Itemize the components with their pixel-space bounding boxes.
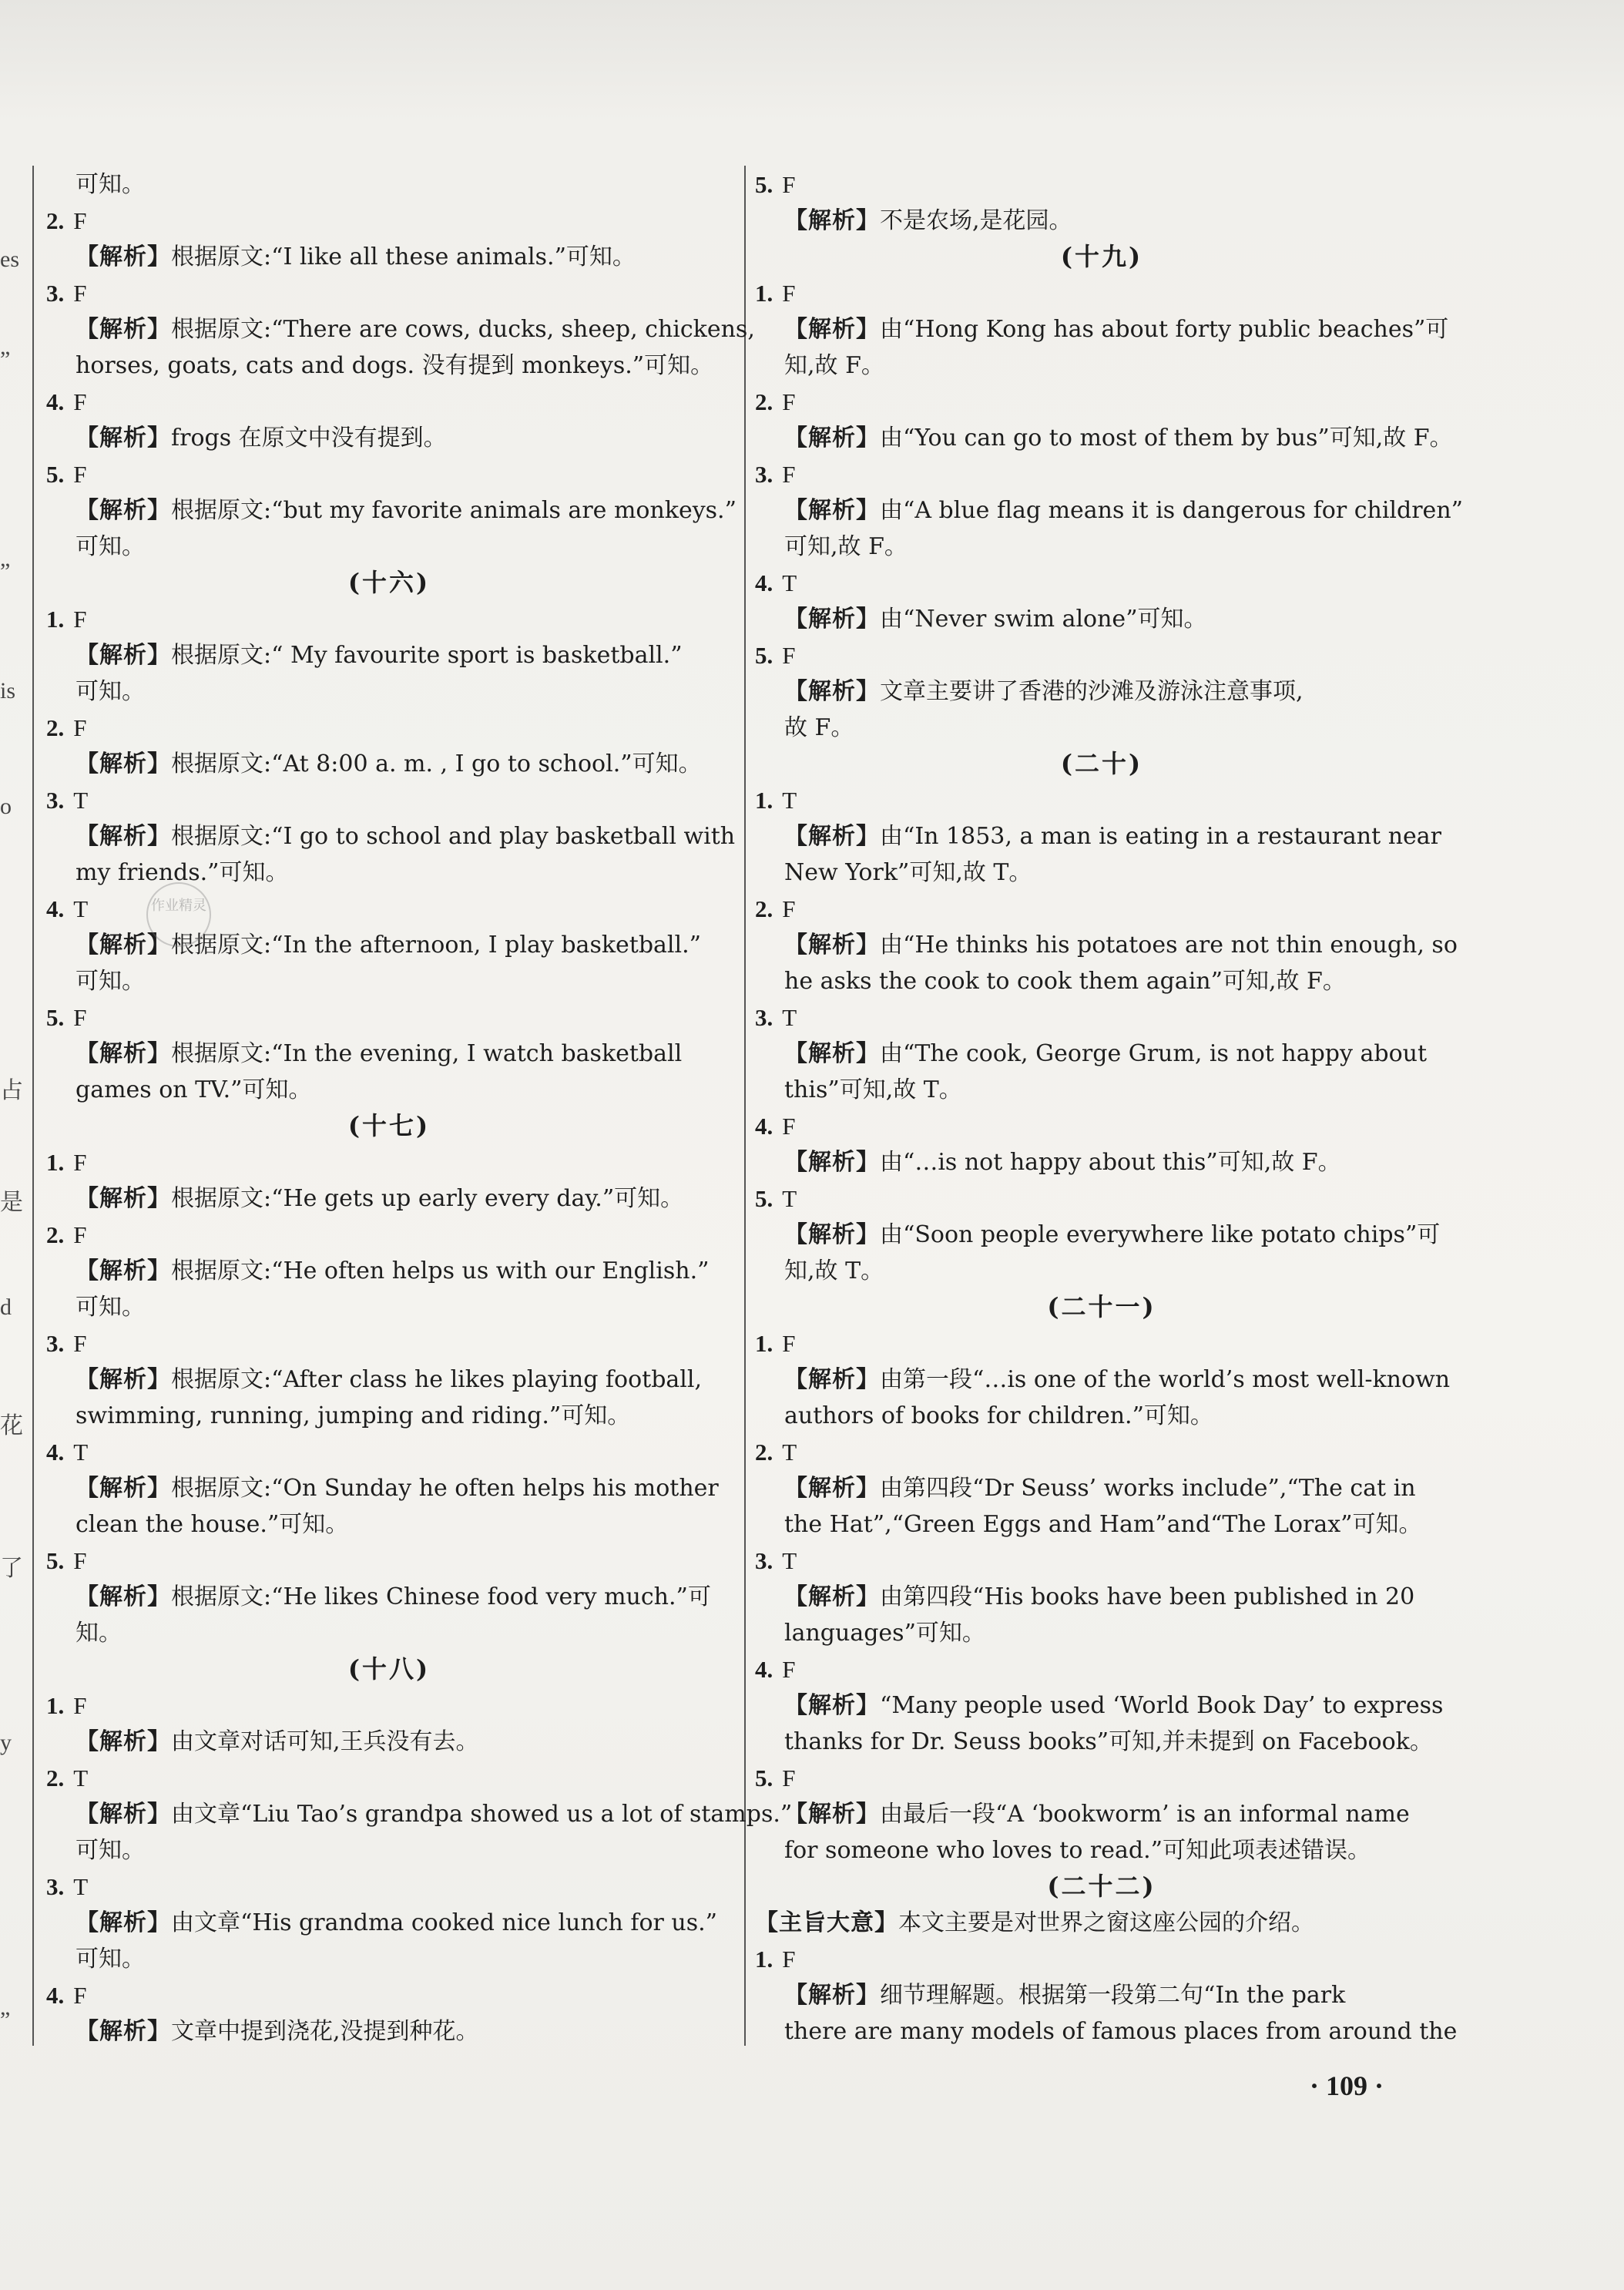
question-item [46, 1217, 732, 1253]
question-number: 1. [46, 1149, 65, 1176]
analysis-tag: 【解析】 [75, 1801, 171, 1828]
question-answer: F [782, 461, 796, 488]
analysis-text: 由“You can go to most of them by bus”可知,故 F。 [880, 425, 1453, 452]
question-item [46, 710, 732, 746]
question-answer: T [782, 1004, 797, 1031]
question-item [46, 1434, 732, 1470]
question-number: 5. [46, 1547, 65, 1574]
question-item [755, 1108, 1448, 1144]
main-idea-line [755, 1905, 1448, 1941]
analysis-line [46, 311, 755, 348]
analysis-text: 由“…is not happy about this”可知,故 F。 [880, 1149, 1341, 1176]
section-heading: (二十) [1060, 749, 1143, 778]
analysis-tag: 【解析】 [75, 750, 171, 777]
question-answer: F [73, 1149, 87, 1176]
question-answer: T [73, 1439, 89, 1466]
continuation-line: thanks for Dr. Seuss books”可知,并未提到 on Facebook。 [784, 1728, 1433, 1755]
gutter-fragment: 是 [0, 1190, 23, 1215]
question-number: 5. [755, 1765, 773, 1791]
continuation-line: 可知。 [75, 1837, 145, 1864]
analysis-text: 由第四段“Dr Seuss’ works include”,“The cat in [880, 1475, 1416, 1502]
question-number: 1. [46, 1692, 65, 1719]
analysis-line [46, 1253, 732, 1289]
question-number: 1. [46, 606, 65, 633]
question-number: 4. [755, 1656, 773, 1683]
question-number: 2. [46, 1221, 65, 1248]
question-answer: F [73, 1004, 87, 1031]
question-item [46, 1144, 732, 1180]
question-item [46, 384, 732, 420]
analysis-text: 不是农场,是花园。 [880, 207, 1072, 234]
analysis-text: 文章中提到浇花,没提到种花。 [171, 2018, 479, 2045]
analysis-line [755, 601, 1448, 637]
analysis-line [46, 239, 732, 275]
analysis-text: 根据原文:“He likes Chinese food very much.”可 [171, 1583, 711, 1610]
analysis-tag: 【解析】 [75, 425, 171, 452]
left-gutter-fragments [0, 0, 31, 2290]
analysis-text: 根据原文:“I like all these animals.”可知。 [171, 243, 636, 270]
question-number: 5. [46, 1004, 65, 1031]
gutter-fragment: y [0, 1730, 12, 1755]
analysis-line [755, 1144, 1448, 1180]
analysis-text: 由最后一段“A ‘bookworm’ is an informal name [880, 1801, 1410, 1828]
analysis-tag: 【解析】 [784, 1040, 880, 1067]
question-item [755, 1760, 1448, 1796]
analysis-tag: 【解析】 [75, 1185, 171, 1212]
question-number: 3. [755, 1547, 773, 1574]
question-answer: F [782, 642, 796, 669]
analysis-tag: 【解析】 [784, 1149, 880, 1176]
analysis-tag: 【解析】 [784, 1366, 880, 1393]
question-answer: T [73, 1873, 89, 1900]
analysis-line [46, 2013, 732, 2050]
question-answer: F [73, 280, 87, 307]
analysis-text: 根据原文:“On Sunday he often helps his mother [171, 1475, 719, 1502]
section-heading: (十九) [1060, 242, 1143, 271]
continuation-line: 可知。 [75, 968, 145, 995]
question-item [46, 1543, 732, 1579]
question-item [46, 275, 732, 311]
continuation-line: games on TV.”可知。 [75, 1076, 312, 1103]
analysis-tag: 【解析】 [75, 1257, 171, 1284]
analysis-text: 由“He thinks his potatoes are not thin enough, so [880, 932, 1458, 959]
analysis-line [755, 673, 1448, 710]
left-margin-rule [32, 166, 34, 2046]
analysis-line [755, 1687, 1448, 1724]
gutter-fragment: ” [0, 559, 11, 584]
analysis-tag: 【解析】 [784, 1221, 880, 1248]
question-number: 2. [755, 388, 773, 415]
question-item [755, 1434, 1448, 1470]
analysis-tag: 【解析】 [75, 316, 171, 343]
question-item [46, 1325, 732, 1362]
analysis-tag: 【解析】 [75, 1728, 171, 1755]
question-answer: F [782, 280, 796, 307]
question-answer: F [73, 461, 87, 488]
analysis-line [755, 818, 1448, 855]
continuation-line: 知,故 F。 [784, 352, 884, 379]
analysis-text: 根据原文:“At 8:00 a. m. , I go to school.”可知。 [171, 750, 702, 777]
continuation-line: there are many models of famous places from around the [784, 2018, 1458, 2045]
question-item [46, 601, 732, 637]
analysis-line [46, 1036, 732, 1072]
question-item [755, 1325, 1448, 1362]
question-number: 4. [755, 1113, 773, 1140]
section-heading: (二十二) [1047, 1872, 1156, 1901]
analysis-line [755, 1217, 1448, 1253]
analysis-tag: 【解析】 [784, 678, 880, 705]
analysis-tag: 【解析】 [784, 606, 880, 633]
continuation-line: clean the house.”可知。 [75, 1511, 349, 1538]
analysis-text: 由“Soon people everywhere like potato chips”可 [880, 1221, 1441, 1248]
continuation-line: my friends.”可知。 [75, 859, 289, 886]
question-number: 4. [755, 569, 773, 596]
analysis-text: 由文章对话可知,王兵没有去。 [171, 1728, 479, 1755]
continuation-line: swimming, running, jumping and riding.”可知。 [75, 1402, 631, 1429]
analysis-tag: 【解析】 [784, 932, 880, 959]
continuation-line: languages”可知。 [784, 1620, 985, 1647]
question-answer: T [782, 1185, 797, 1212]
question-item [755, 384, 1448, 420]
analysis-tag: 【解析】 [75, 1040, 171, 1067]
analysis-text: 文章主要讲了香港的沙滩及游泳注意事项, [880, 678, 1304, 705]
question-item [755, 891, 1448, 927]
question-item [755, 456, 1448, 492]
question-number: 5. [46, 461, 65, 488]
question-answer: T [73, 787, 89, 814]
analysis-tag: 【解析】 [75, 1909, 171, 1936]
question-number: 5. [755, 642, 773, 669]
analysis-text: 由文章“His grandma cooked nice lunch for us.” [171, 1909, 717, 1936]
continuation-line: for someone who loves to read.”可知此项表述错误。 [784, 1837, 1371, 1864]
question-answer: F [73, 606, 87, 633]
question-item [46, 1977, 732, 2013]
analysis-tag: 【解析】 [784, 1692, 880, 1719]
question-number: 3. [46, 1873, 65, 1900]
gutter-fragment: es [0, 247, 19, 272]
right-column [755, 166, 1463, 2050]
analysis-line [755, 420, 1453, 456]
question-answer: F [782, 171, 796, 198]
analysis-tag: 【解析】 [784, 425, 880, 452]
analysis-text: 由“A blue flag means it is dangerous for children” [880, 497, 1463, 524]
watermark-stamp: 作业精灵 [146, 882, 211, 947]
question-number: 5. [755, 1185, 773, 1212]
analysis-text: 根据原文:“ My favourite sport is basketball.” [171, 642, 683, 669]
main-idea-tag: 【主旨大意】 [755, 1909, 898, 1936]
gutter-fragment: is [0, 678, 16, 703]
question-answer: F [782, 1113, 796, 1140]
question-item [755, 1651, 1448, 1687]
question-answer: F [782, 1656, 796, 1683]
question-number: 5. [755, 171, 773, 198]
question-item [755, 166, 1448, 203]
question-number: 3. [46, 1330, 65, 1357]
analysis-line [46, 1579, 732, 1615]
analysis-text: “Many people used ‘World Book Day’ to express [880, 1692, 1444, 1719]
question-item [46, 456, 732, 492]
analysis-line [46, 1470, 732, 1506]
question-item [755, 1941, 1448, 1977]
analysis-line [755, 1977, 1448, 2013]
analysis-line [755, 203, 1448, 239]
question-item [46, 1869, 732, 1905]
question-item [755, 275, 1448, 311]
gutter-fragment: o [0, 794, 12, 819]
question-answer: F [782, 1946, 796, 1973]
analysis-line [46, 420, 732, 456]
analysis-line [755, 927, 1458, 963]
analysis-text: 由文章“Liu Tao’s grandpa showed us a lot of stamps.” [171, 1801, 793, 1828]
section-heading: (十七) [347, 1111, 431, 1140]
analysis-line [46, 637, 732, 673]
continuation-line: New York”可知,故 T。 [784, 859, 1032, 886]
question-answer: F [73, 1330, 87, 1357]
question-item [755, 565, 1448, 601]
question-answer: T [782, 787, 797, 814]
question-answer: T [782, 1547, 797, 1574]
continuation-line: this”可知,故 T。 [784, 1076, 962, 1103]
analysis-line [755, 1362, 1451, 1398]
analysis-tag: 【解析】 [75, 1366, 171, 1393]
question-number: 2. [46, 714, 65, 741]
analysis-text: 根据原文:“In the evening, I watch basketball [171, 1040, 683, 1067]
question-item [755, 1180, 1448, 1217]
question-item [46, 999, 732, 1036]
continuation-line: 可知。 [75, 1294, 145, 1321]
analysis-line [755, 1579, 1448, 1615]
continuation-line: 可知,故 F。 [784, 533, 908, 560]
analysis-line [46, 1796, 793, 1832]
question-number: 3. [46, 280, 65, 307]
question-number: 4. [46, 1439, 65, 1466]
analysis-tag: 【解析】 [784, 1475, 880, 1502]
analysis-tag: 【解析】 [784, 823, 880, 850]
analysis-text: 由第四段“His books have been published in 20 [880, 1583, 1415, 1610]
analysis-text: 由“In 1853, a man is eating in a restaurant near [880, 823, 1442, 850]
analysis-tag: 【解析】 [784, 497, 880, 524]
analysis-text: 根据原文:“There are cows, ducks, sheep, chickens, [171, 316, 755, 343]
section-heading: (十八) [347, 1654, 431, 1684]
analysis-tag: 【解析】 [75, 2018, 171, 2045]
question-answer: T [73, 1765, 89, 1791]
analysis-tag: 【解析】 [784, 207, 880, 234]
question-item [755, 782, 1448, 818]
question-item [755, 1543, 1448, 1579]
analysis-text: 根据原文:“He gets up early every day.”可知。 [171, 1185, 684, 1212]
analysis-text: 根据原文:“but my favorite animals are monkeys.” [171, 497, 737, 524]
analysis-tag: 【解析】 [75, 823, 171, 850]
continuation-line: 知,故 T。 [784, 1257, 884, 1284]
analysis-text: 根据原文:“In the afternoon, I play basketball.” [171, 932, 701, 959]
analysis-line [46, 1905, 732, 1941]
question-number: 3. [755, 1004, 773, 1031]
analysis-tag: 【解析】 [784, 1583, 880, 1610]
question-number: 4. [46, 1982, 65, 2009]
analysis-tag: 【解析】 [784, 1801, 880, 1828]
continuation-line: horses, goats, cats and dogs. 没有提到 monkeys.”可知。 [75, 352, 714, 379]
analysis-text: 由“Hong Kong has about forty public beaches”可 [880, 316, 1449, 343]
continuation-line: the Hat”,“Green Eggs and Ham”and“The Lorax”可知。 [784, 1511, 1422, 1538]
analysis-line [46, 1362, 732, 1398]
left-column [46, 166, 793, 2050]
continuation-line: 可知。 [75, 678, 145, 705]
question-number: 2. [755, 1439, 773, 1466]
question-number: 1. [755, 787, 773, 814]
question-answer: F [73, 1221, 87, 1248]
gutter-fragment: ” [0, 2007, 11, 2033]
analysis-line [755, 311, 1448, 348]
question-item [755, 999, 1448, 1036]
question-answer: F [73, 207, 87, 234]
continuation-line: 故 F。 [784, 714, 854, 741]
gutter-fragment: d [0, 1294, 12, 1320]
analysis-line [755, 492, 1463, 529]
analysis-tag: 【解析】 [75, 243, 171, 270]
question-answer: F [73, 1547, 87, 1574]
analysis-text: 由第一段“…is one of the world’s most well-known [880, 1366, 1451, 1393]
analysis-text: 根据原文:“After class he likes playing football, [171, 1366, 703, 1393]
question-item [755, 637, 1448, 673]
question-number: 1. [755, 1946, 773, 1973]
analysis-text: 由“The cook, George Grum, is not happy about [880, 1040, 1428, 1067]
analysis-line [46, 1724, 732, 1760]
question-number: 2. [755, 895, 773, 922]
question-answer: F [782, 895, 796, 922]
section-heading: (十六) [347, 568, 431, 597]
question-number: 1. [755, 1330, 773, 1357]
column-divider [744, 166, 746, 2046]
question-answer: F [73, 388, 87, 415]
analysis-tag: 【解析】 [75, 642, 171, 669]
analysis-text: 由“Never swim alone”可知。 [880, 606, 1207, 633]
question-answer: F [782, 1330, 796, 1357]
question-answer: F [73, 1692, 87, 1719]
question-answer: T [73, 895, 89, 922]
analysis-tag: 【解析】 [75, 1475, 171, 1502]
analysis-line [46, 1180, 732, 1217]
analysis-text: 根据原文:“He often helps us with our English.” [171, 1257, 710, 1284]
question-item [46, 203, 732, 239]
analysis-text: frogs 在原文中没有提到。 [171, 425, 447, 452]
question-answer: F [73, 1982, 87, 2009]
analysis-line [46, 818, 736, 855]
analysis-tag: 【解析】 [784, 1982, 880, 2009]
analysis-line [46, 492, 737, 529]
analysis-text: 细节理解题。根据第一段第二句“In the park [880, 1982, 1346, 2009]
question-answer: T [782, 1439, 797, 1466]
continuation-line: 知。 [75, 1620, 122, 1647]
question-number: 2. [46, 207, 65, 234]
question-item [46, 782, 732, 818]
section-heading: (二十一) [1047, 1292, 1156, 1321]
analysis-line [46, 927, 732, 963]
continuation-line: 可知。 [75, 533, 145, 560]
page-number: · 109 · [1310, 2070, 1384, 2101]
analysis-tag: 【解析】 [75, 497, 171, 524]
analysis-text: 本文主要是对世界之窗这座公园的介绍。 [898, 1909, 1314, 1936]
analysis-text: 根据原文:“I go to school and play basketball with [171, 823, 736, 850]
question-item [46, 1760, 732, 1796]
gutter-fragment: 花 [0, 1413, 23, 1439]
analysis-tag: 【解析】 [75, 1583, 171, 1610]
question-number: 4. [46, 895, 65, 922]
continuation-line: 可知。 [75, 171, 145, 198]
analysis-tag: 【解析】 [784, 316, 880, 343]
analysis-line [755, 1036, 1448, 1072]
analysis-line [755, 1796, 1448, 1832]
gutter-fragment: 了 [0, 1556, 23, 1581]
gutter-fragment: 占 [0, 1078, 23, 1103]
analysis-line [46, 746, 732, 782]
analysis-tag: 【解析】 [75, 932, 171, 959]
continuation-line: 可知。 [75, 1946, 145, 1973]
continuation-line: he asks the cook to cook them again”可知,故 F。 [784, 968, 1346, 995]
question-answer: F [782, 1765, 796, 1791]
question-answer: F [73, 714, 87, 741]
analysis-line [755, 1470, 1448, 1506]
question-number: 3. [46, 787, 65, 814]
gutter-fragment: ” [0, 347, 11, 372]
continuation-line: authors of books for children.”可知。 [784, 1402, 1213, 1429]
question-answer: F [782, 388, 796, 415]
question-number: 4. [46, 388, 65, 415]
question-number: 2. [46, 1765, 65, 1791]
question-item [46, 1687, 732, 1724]
question-number: 1. [755, 280, 773, 307]
question-answer: T [782, 569, 797, 596]
question-number: 3. [755, 461, 773, 488]
